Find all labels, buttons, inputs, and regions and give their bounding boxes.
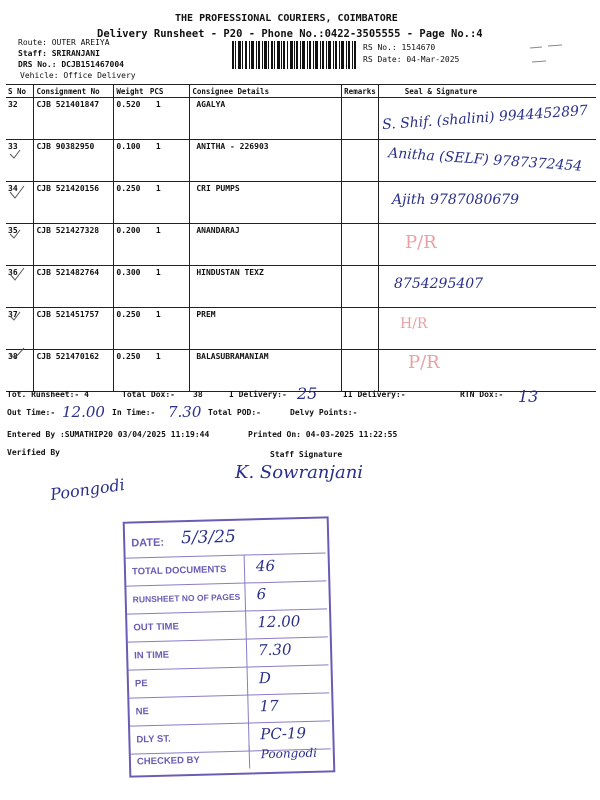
signature-row-32: S. Shif. (shalini) 9944452897 <box>381 102 589 134</box>
cell-consignment: CJB 521427328 <box>34 224 114 266</box>
cell-weight: 0.200 <box>114 224 148 266</box>
cell-pcs: 1 <box>148 350 190 392</box>
rubber-stamp <box>123 516 336 777</box>
cell-pcs: 1 <box>148 224 190 266</box>
stamp-value: PC-19 <box>260 724 307 744</box>
stamp-value: 6 <box>256 585 267 604</box>
cell-remarks <box>342 140 379 182</box>
col-weight: Weight <box>114 85 148 98</box>
stamp-value: D <box>258 668 272 688</box>
col-consignment: Consignment No <box>34 85 114 98</box>
delvy-points-label: Delvy Points:- <box>290 408 358 417</box>
cell-weight: 0.520 <box>114 98 148 140</box>
cell-consignment: CJB 521451757 <box>34 308 114 350</box>
stamp-value: 46 <box>255 556 276 576</box>
tot-runsheet: Tot. Runsheet:- 4 <box>7 390 89 399</box>
cell-sno: 38 <box>6 350 34 392</box>
stamp-label: PE <box>134 678 148 690</box>
out-time-label: Out Time:- <box>7 408 56 417</box>
col-signature-label: Seal & Signature <box>404 86 478 96</box>
staff-signature: K. Sowranjani <box>235 462 364 483</box>
stamp-value: 12.00 <box>257 612 301 632</box>
staff: Staff: SRIRANJANI <box>18 49 100 58</box>
cell-sno: 37 <box>6 308 34 350</box>
cell-consignment: CJB 521401847 <box>34 98 114 140</box>
cell-sno: 35 <box>6 224 34 266</box>
stamp-date-label: DATE: <box>131 536 165 550</box>
runsheet-title: Delivery Runsheet - P20 - Phone No.:0422-3505555 - Page No.:4 <box>97 28 483 40</box>
total-dox-value: 38 <box>193 390 203 399</box>
col-signature <box>378 85 596 98</box>
verified-by-signature: Poongodi <box>49 474 126 505</box>
cell-consignment: CJB 90382950 <box>34 140 114 182</box>
barcode <box>232 41 356 69</box>
cell-pcs: 1 <box>148 98 190 140</box>
stamp-row <box>131 742 332 775</box>
rtn-dox-label: RTN Dox:- <box>460 390 504 399</box>
cell-pcs: 1 <box>148 266 190 308</box>
cell-remarks <box>342 308 379 350</box>
signature-row-34: Ajith 9787080679 <box>392 192 520 208</box>
in-time-label: In Time:- <box>112 408 156 417</box>
total-dox-label: Total Dox:- <box>122 390 175 399</box>
stamp-label: RUNSHEET NO OF PAGES <box>132 591 241 605</box>
cell-weight: 0.100 <box>114 140 148 182</box>
cell-consignee: PREM <box>190 308 342 350</box>
entered-by: Entered By :SUMATHIP20 03/04/2025 11:19:44 <box>7 430 210 439</box>
rs-date: RS Date: 04-Mar-2025 <box>363 55 460 64</box>
col-remarks: Remarks <box>342 85 379 98</box>
signature-row-33: Anitha (SELF) 9787372454 <box>387 145 583 175</box>
table-row <box>6 266 596 308</box>
cell-consignee: AGALYA <box>190 98 342 140</box>
signature-row-36: 8754295407 <box>394 276 484 292</box>
i-delivery-value: 25 <box>297 384 318 403</box>
verified-by-label: Verified By <box>7 448 60 457</box>
stamp-label: CHECKED BY <box>136 754 200 768</box>
cell-consignee: CRI PUMPS <box>190 182 342 224</box>
vehicle: Vehicle: Office Delivery <box>20 71 136 80</box>
stamp-label: IN TIME <box>134 649 170 662</box>
cell-remarks <box>342 266 379 308</box>
cell-sno: 32 <box>6 98 34 140</box>
table-header-row <box>6 85 596 98</box>
cell-consignee: HINDUSTAN TEXZ <box>190 266 342 308</box>
table-row <box>6 308 596 350</box>
col-pcs: PCS <box>148 85 190 98</box>
cell-weight: 0.250 <box>114 182 148 224</box>
stamp-label: NE <box>135 706 150 718</box>
route: Route: OUTER AREIYA <box>18 38 110 47</box>
cell-consignee: ANANDARAJ <box>190 224 342 266</box>
cell-weight: 0.300 <box>114 266 148 308</box>
drs-no: DRS No.: DCJB151467004 <box>18 60 124 69</box>
pr-mark-row-35: P/R <box>405 232 437 253</box>
cell-sno: 36 <box>6 266 34 308</box>
table-row <box>6 224 596 266</box>
company-name: THE PROFESSIONAL COURIERS, COIMBATORE <box>175 13 398 24</box>
cell-remarks <box>342 98 379 140</box>
cell-pcs: 1 <box>148 140 190 182</box>
printed-on: Printed On: 04-03-2025 11:22:55 <box>248 430 398 439</box>
stamp-label: OUT TIME <box>133 621 179 634</box>
total-pod-label: Total POD:- <box>208 408 261 417</box>
out-time-value: 12.00 <box>62 403 105 421</box>
ii-delivery-label: II Delivery:- <box>343 390 406 399</box>
cell-consignment: CJB 521482764 <box>34 266 114 308</box>
cell-pcs: 1 <box>148 308 190 350</box>
stamp-label: TOTAL DOCUMENTS <box>131 564 227 578</box>
cell-sno: 34 <box>6 182 34 224</box>
cell-remarks <box>342 350 379 392</box>
col-sno: S No <box>6 85 34 98</box>
cell-weight: 0.250 <box>114 350 148 392</box>
cell-sno: 33 <box>6 140 34 182</box>
cell-consignee: ANITHA - 226903 <box>190 140 342 182</box>
rtn-dox-value: 13 <box>518 387 539 406</box>
col-consignee: Consignee Details <box>190 85 342 98</box>
pr-mark-row-37: H/R <box>400 316 428 332</box>
cell-pcs: 1 <box>148 182 190 224</box>
stamp-value: 17 <box>259 696 279 716</box>
cell-remarks <box>342 182 379 224</box>
cell-consignment: CJB 521420156 <box>34 182 114 224</box>
stamp-value: Poongodi <box>260 745 318 762</box>
i-delivery-label: I Delivery:- <box>229 390 287 399</box>
in-time-value: 7.30 <box>168 403 202 421</box>
stamp-date-value: 5/3/25 <box>180 526 237 549</box>
cell-consignee: BALASUBRAMANIAM <box>190 350 342 392</box>
stamp-label: DLY ST. <box>136 733 171 746</box>
staff-signature-label: Staff Signature <box>270 450 343 459</box>
cell-weight: 0.250 <box>114 308 148 350</box>
stamp-value: 7.30 <box>257 640 292 660</box>
scribble-mark <box>528 40 568 70</box>
cell-remarks <box>342 224 379 266</box>
runsheet-table <box>6 84 596 392</box>
rs-no: RS No.: 1514670 <box>363 43 436 52</box>
cell-consignment: CJB 521470162 <box>34 350 114 392</box>
pr-mark-row-38: P/R <box>408 352 440 373</box>
tick-marks <box>6 140 32 360</box>
